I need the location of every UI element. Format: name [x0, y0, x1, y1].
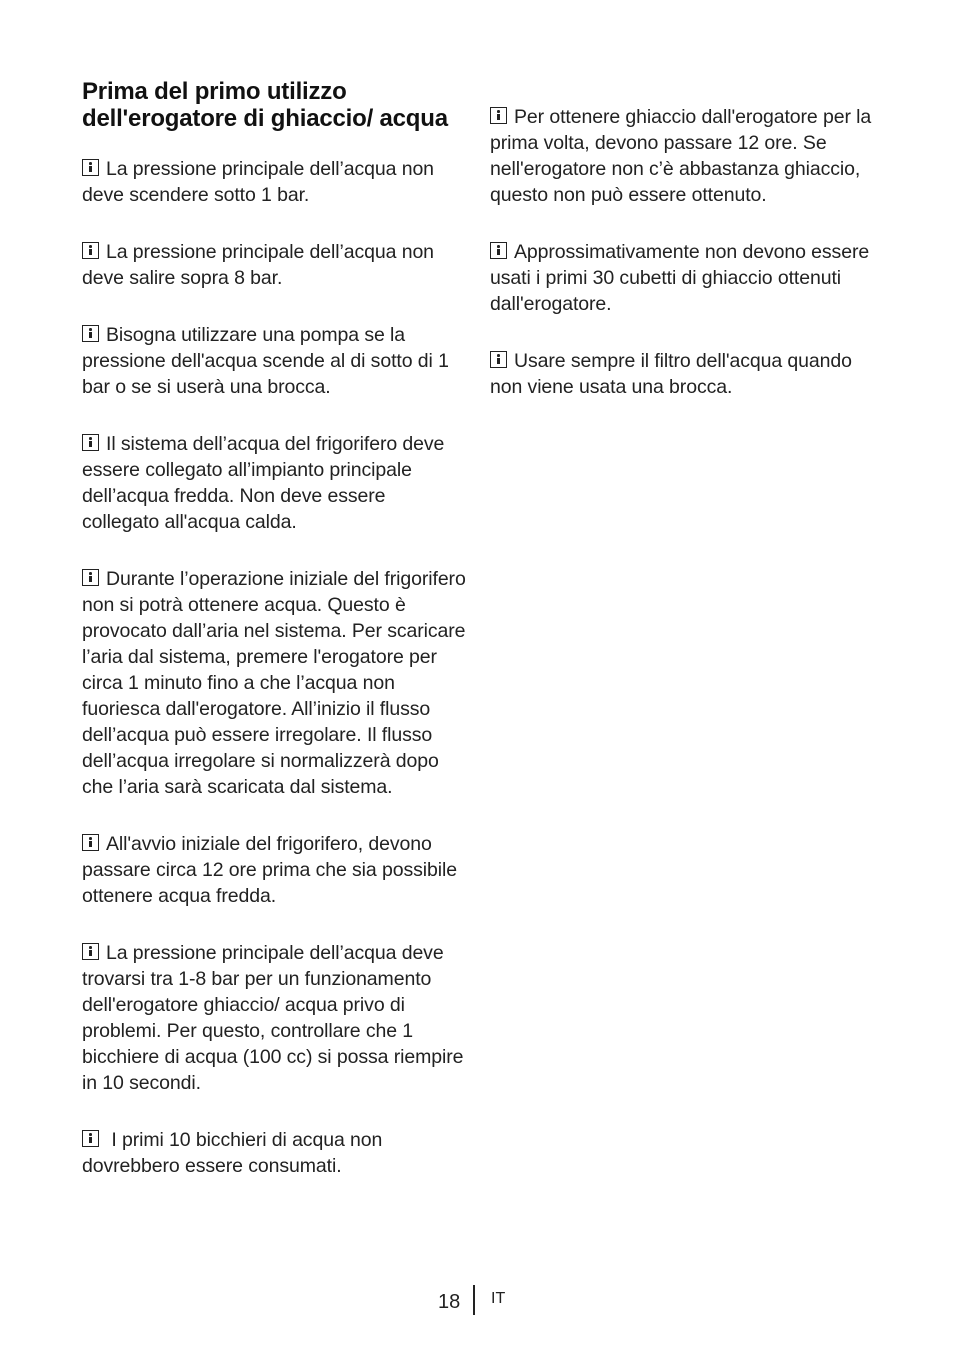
note-text: Usare sempre il filtro dell'acqua quando non viene usata una brocca.	[490, 350, 852, 398]
note-text: La pressione principale dell’acqua deve trovarsi tra 1-8 bar per un funzionamento dell'erogatore ghiaccio/ acqua privo di problemi. Per questo, controllare che 1 bicchiere di acqua (100 cc) si possa riempire in 10 secondi.	[82, 942, 464, 1094]
info-note	[82, 566, 467, 800]
info-note	[82, 431, 467, 535]
page-footer	[0, 1285, 954, 1319]
info-note	[82, 831, 467, 909]
note-text: Per ottenere ghiaccio dall'erogatore per la prima volta, devono passare 12 ore. Se nell'erogatore non c’è abbastanza ghiaccio, questo non può essere ottenuto.	[490, 106, 872, 206]
page-number: 18	[438, 1291, 461, 1313]
language-code: IT	[491, 1290, 506, 1307]
info-icon	[82, 1130, 99, 1147]
info-note	[82, 322, 467, 400]
note-text: La pressione principale dell’acqua non deve salire sopra 8 bar.	[82, 241, 434, 289]
note-text: Bisogna utilizzare una pompa se la pressione dell'acqua scende al di sotto di 1 bar o se si userà una brocca.	[82, 324, 449, 398]
note-text: Durante l’operazione iniziale del frigorifero non si potrà ottenere acqua. Questo è provocato dall’aria nel sistema. Per scaricare l’aria dal sistema, premere l'erogatore per circa 1 minuto fino a che l’acqua non fuoriesca dall'erogatore. All’inizio il flusso dell’acqua può essere irregolare. Il flusso dell’acqua irregolare si normalizzerà dopo che l’aria sarà scaricata dal sistema.	[82, 568, 466, 798]
note-text: La pressione principale dell’acqua non deve scendere sotto 1 bar.	[82, 158, 434, 206]
info-note	[490, 104, 880, 208]
note-text: All'avvio iniziale del frigorifero, devono passare circa 12 ore prima che sia possibile ottenere acqua fredda.	[82, 833, 457, 907]
info-icon	[82, 325, 99, 342]
right-column	[490, 104, 880, 431]
info-note	[82, 156, 467, 208]
note-text: Il sistema dell’acqua del frigorifero deve essere collegato all’impianto principale dell’acqua fredda. Non deve essere collegato all'acqua calda.	[82, 433, 445, 533]
info-icon	[82, 242, 99, 259]
info-note	[82, 239, 467, 291]
info-note	[490, 348, 880, 400]
info-icon	[82, 569, 99, 586]
footer-divider	[473, 1285, 475, 1315]
info-icon	[490, 107, 507, 124]
left-column	[82, 78, 467, 1210]
info-note	[82, 1127, 467, 1179]
info-icon	[82, 834, 99, 851]
info-icon	[490, 351, 507, 368]
info-note	[490, 239, 880, 317]
info-icon	[82, 943, 99, 960]
info-icon	[82, 159, 99, 176]
section-heading: Prima del primo utilizzo dell'erogatore di ghiaccio/ acqua	[82, 78, 448, 132]
info-icon	[82, 434, 99, 451]
note-text: Approssimativamente non devono essere usati i primi 30 cubetti di ghiaccio ottenuti dall'erogatore.	[490, 241, 870, 315]
info-icon	[490, 242, 507, 259]
note-text: I primi 10 bicchieri di acqua non dovrebbero essere consumati.	[82, 1129, 383, 1177]
info-note	[82, 940, 467, 1096]
